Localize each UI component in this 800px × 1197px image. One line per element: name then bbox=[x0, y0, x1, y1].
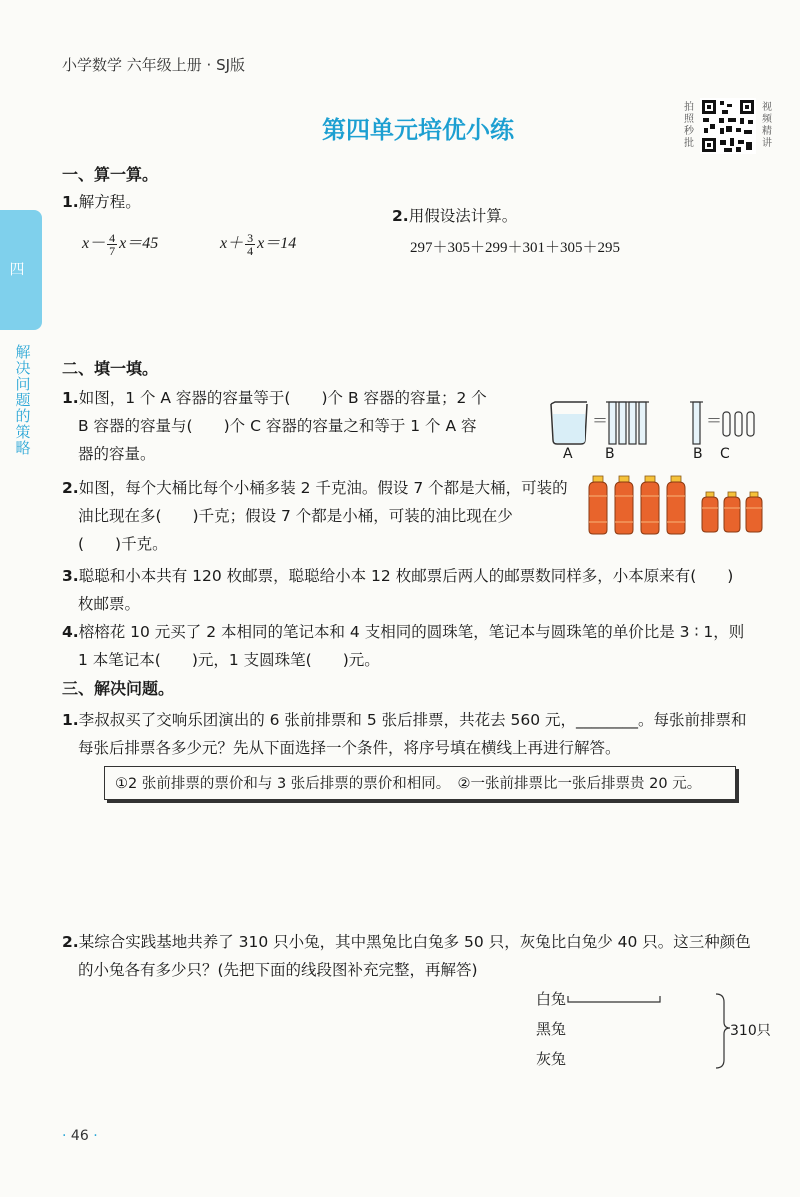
s2-q2 bbox=[62, 474, 582, 558]
s2-q1-number: 1. bbox=[62, 389, 79, 407]
s3-q2 bbox=[62, 928, 786, 984]
rabbit-label-gray: 灰兔 bbox=[536, 1050, 567, 1068]
s1-q2-label: 用假设法计算。 bbox=[408, 207, 518, 225]
s3-q2-line1: 某综合实践基地共养了 310 只小兔，其中黑兔比白兔多 50 只，灰兔比白兔少 40 只。这三种颜色 bbox=[78, 933, 751, 951]
page-title: 第四单元培优小练 bbox=[322, 116, 514, 144]
s2-q1-line2: B 容器的容量与( )个 C 容器的容量之和等于 1 个 A 容 bbox=[78, 417, 477, 435]
segment-diagram bbox=[566, 988, 736, 1074]
s2-q4 bbox=[62, 618, 786, 674]
container-b-group-icon bbox=[606, 402, 649, 444]
eq1-numerator: 4 bbox=[109, 230, 116, 245]
s1-q2-expression: 297＋305＋299＋301＋305＋295 bbox=[410, 240, 621, 256]
s1-q1-number: 1. bbox=[62, 193, 79, 211]
s3-q1-line2: 每张后排票各多少元？先从下面选择一个条件，将序号填在横线上再进行解答。 bbox=[78, 739, 621, 757]
eq2-fraction bbox=[245, 232, 255, 257]
oil-barrels-figure bbox=[585, 474, 775, 536]
s2-q2-line1: 如图，每个大桶比每个小桶多装 2 千克油。假设 7 个都是大桶，可装的 bbox=[78, 479, 568, 497]
eq2-numerator: 3 bbox=[247, 230, 254, 245]
container-b-single-icon bbox=[690, 402, 703, 444]
page-dot-right: · bbox=[93, 1128, 98, 1144]
equals-sign: ＝ bbox=[592, 411, 609, 430]
s2-q3 bbox=[62, 562, 782, 618]
book-info: 小学数学 六年级上册 · SJ版 bbox=[62, 56, 246, 74]
chapter-tab bbox=[0, 210, 42, 330]
big-barrel-icon bbox=[589, 476, 607, 534]
qr-code-block[interactable] bbox=[684, 98, 780, 154]
section-3-heading: 三、解决问题。 bbox=[62, 679, 175, 698]
small-barrel-icon bbox=[746, 492, 762, 532]
eq1-pre: x－ bbox=[82, 235, 106, 252]
label-a: A bbox=[563, 446, 573, 462]
section-2-heading: 二、填一填。 bbox=[62, 359, 159, 378]
chapter-side-label: 解决问题的策略 bbox=[15, 343, 31, 457]
page-number-text: 46 bbox=[70, 1128, 89, 1144]
eq2-post: x＝14 bbox=[257, 235, 297, 252]
small-barrel-icon bbox=[724, 492, 740, 532]
rabbit-label-black: 黑兔 bbox=[536, 1020, 567, 1038]
total-brace bbox=[716, 994, 730, 1068]
equation-1 bbox=[82, 230, 158, 257]
eq2-denominator: 4 bbox=[247, 243, 254, 258]
qr-right-caption: 视频精讲 bbox=[762, 102, 772, 149]
section-1-heading: 一、算一算。 bbox=[62, 165, 159, 184]
label-b2: B bbox=[693, 446, 703, 462]
rabbit-label-white: 白兔 bbox=[536, 990, 567, 1008]
page-number bbox=[62, 1128, 98, 1144]
s3-q1-number: 1. bbox=[62, 711, 79, 729]
s2-q2-number: 2. bbox=[62, 479, 79, 497]
page-dot-left: · bbox=[62, 1128, 67, 1144]
s1-q1-label: 解方程。 bbox=[78, 193, 141, 211]
eq1-fraction bbox=[107, 232, 117, 257]
s3-q1 bbox=[62, 706, 786, 762]
container-c-group-icon bbox=[723, 412, 754, 436]
eq1-denominator: 7 bbox=[109, 243, 116, 258]
s2-q3-line1: 聪聪和小本共有 120 枚邮票，聪聪给小本 12 枚邮票后两人的邮票数同样多，小本原来有( ) bbox=[78, 567, 734, 585]
big-barrel-icon bbox=[641, 476, 659, 534]
qr-left-caption: 拍照秒批 bbox=[684, 102, 694, 149]
eq1-post: x＝45 bbox=[119, 235, 159, 252]
s2-q2-line2: 油比现在多( )千克；假设 7 个都是小桶，可装的油比现在少 bbox=[78, 507, 513, 525]
s1-q2-number: 2. bbox=[392, 207, 409, 225]
s2-q4-line2: 1 本笔记本( )元，1 支圆珠笔( )元。 bbox=[78, 651, 380, 669]
qr-code-icon[interactable] bbox=[700, 98, 756, 154]
total-label: 310只 bbox=[730, 1023, 771, 1039]
s3-q2-line2: 的小兔各有多少只？(先把下面的线段图补充完整，再解答) bbox=[78, 961, 478, 979]
conditions-box: ①2 张前排票的票价和与 3 张后排票的票价和相同。 ②一张前排票比一张后排票贵 20 元。 bbox=[104, 766, 736, 800]
container-a-icon bbox=[551, 402, 587, 444]
big-barrel-icon bbox=[667, 476, 685, 534]
s1-q1-prompt bbox=[62, 188, 141, 216]
s2-q4-line1: 榕榕花 10 元买了 2 本相同的笔记本和 4 支相同的圆珠笔，笔记本与圆珠笔的单价比是 3 ∶ 1，则 bbox=[78, 623, 745, 641]
s3-q1-line1: 李叔叔买了交响乐团演出的 6 张前排票和 5 张后排票，共花去 560 元，________。每张前排票和 bbox=[78, 711, 747, 729]
big-barrel-icon bbox=[615, 476, 633, 534]
white-rabbit-segment bbox=[568, 996, 660, 1002]
equals-sign-2: ＝ bbox=[706, 411, 723, 430]
s2-q3-number: 3. bbox=[62, 567, 79, 585]
s2-q3-line2: 枚邮票。 bbox=[78, 595, 141, 613]
small-barrel-icon bbox=[702, 492, 718, 532]
label-c: C bbox=[720, 446, 730, 462]
label-b1: B bbox=[605, 446, 615, 462]
s2-q1-line3: 器的容量。 bbox=[78, 445, 156, 463]
chapter-number: 四 bbox=[9, 260, 25, 278]
s2-q1-line1: 如图，1 个 A 容器的容量等于( )个 B 容器的容量；2 个 bbox=[78, 389, 487, 407]
eq2-pre: x＋ bbox=[220, 235, 244, 252]
s3-q2-number: 2. bbox=[62, 933, 79, 951]
equation-2 bbox=[220, 230, 296, 257]
s2-q1 bbox=[62, 384, 532, 468]
s2-q2-line3: ( )千克。 bbox=[78, 535, 168, 553]
s1-q2-prompt bbox=[392, 202, 517, 230]
s2-q4-number: 4. bbox=[62, 623, 79, 641]
